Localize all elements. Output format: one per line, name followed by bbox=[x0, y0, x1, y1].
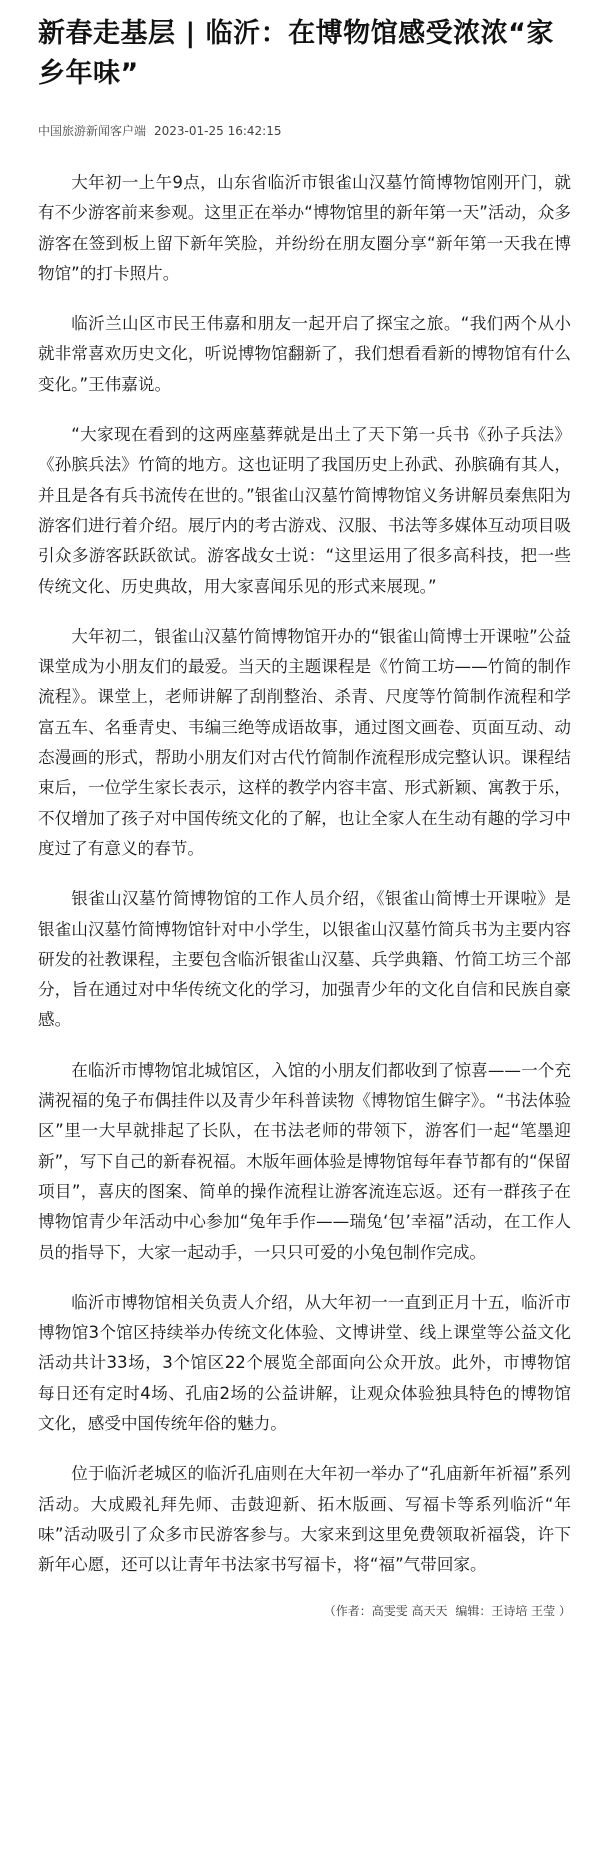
article-paragraph: 临沂市博物馆相关负责人介绍，从大年初一一直到正月十五，临沂市博物馆3个馆区持续举办传统文化体验、文博讲堂、线上课堂等公益文化活动共计33场，3个馆区22个展览全部面向公众开放。此外，市博物馆每日还有定时4场、孔庙2场的公益讲解，让观众体验独具特色的博物馆文化，感受中国传统年俗的魅力。 bbox=[38, 1292, 571, 1433]
article-paragraph: 银雀山汉墓竹简博物馆的工作人员介绍，《银雀山简博士开课啦》是银雀山汉墓竹简博物馆针对中小学生，以银雀山汉墓竹简兵书为主要内容研发的社教课程，主要包含临沂银雀山汉墓、兵学典籍、竹简工坊三个部分，旨在通过对中华传统文化的学习，加强青少年的文化自信和民族自豪感。 bbox=[38, 889, 571, 1030]
article-paragraph: 在临沂市博物馆北城馆区，入馆的小朋友们都收到了惊喜——一个充满祝福的兔子布偶挂件以及青少年科普读物《博物馆生僻字》。“书法体验区”里一大早就排起了长队，在书法老师的带领下，游客们一起“笔墨迎新”，写下自己的新春祝福。木版年画体验是博物馆每年春节都有的“保留项目”，喜庆的图案、简单的操作流程让游客流连忘返。还有一群孩子在博物馆青少年活动中心参加“兔年手作——瑞兔‘包’幸福”活动，在工作人员的指导下，大家一起动手，一只只可爱的小兔包制作完成。 bbox=[38, 1060, 571, 1262]
article-datetime: 2023-01-25 16:42:15 bbox=[154, 124, 282, 138]
credit-editors: 编辑：王诗培 王莹 ） bbox=[455, 1604, 571, 1619]
article-source: 中国旅游新闻客户端 bbox=[38, 124, 147, 138]
article-meta bbox=[38, 122, 571, 140]
credit-authors: （作者：高雯雯 高天天 bbox=[323, 1604, 448, 1619]
article-paragraph: 大年初二，银雀山汉墓竹简博物馆开办的“银雀山简博士开课啦”公益课堂成为小朋友们的最爱。当天的主题课程是《竹简工坊——竹简的制作流程》。课堂上，老师讲解了刮削整治、杀青、尺度等竹简制作流程和学富五车、名垂青史、韦编三绝等成语故事，通过图文画卷、页面互动、动态漫画的形式，帮助小朋友们对古代竹简制作流程形成完整认识。课程结束后，一位学生家长表示，这样的教学内容丰富、形式新颖、寓教于乐，不仅增加了孩子对中国传统文化的了解，也让全家人在生动有趣的学习中度过了有意义的春节。 bbox=[38, 626, 571, 858]
article-title: 新春走基层 | 临沂：在博物馆感受浓浓“家乡年味” bbox=[38, 18, 554, 89]
article-body bbox=[38, 168, 571, 1580]
article-paragraph: 位于临沂老城区的临沂孔庙则在大年初一举办了“孔庙新年祈福”系列活动。大成殿礼拜先师、击鼓迎新、拓木版画、写福卡等系列临沂“年味”活动吸引了众多市民游客参与。大家来到这里免费领取祈福袋，许下新年心愿，还可以让青年书法家书写福卡，将“福”气带回家。 bbox=[38, 1464, 571, 1575]
article-paragraph: 大年初一上午9点，山东省临沂市银雀山汉墓竹简博物馆刚开门，就有不少游客前来参观。这里正在举办“博物馆里的新年第一天”活动，众多游客在签到板上留下新年笑脸，并纷纷在朋友圈分享“新年第一天我在博物馆”的打卡照片。 bbox=[38, 173, 571, 283]
article-credit bbox=[38, 1602, 571, 1620]
article-paragraph: 临沂兰山区市民王伟嘉和朋友一起开启了探宝之旅。“我们两个从小就非常喜欢历史文化，听说博物馆翻新了，我们想看看新的博物馆有什么变化。”王伟嘉说。 bbox=[38, 314, 571, 394]
article-paragraph: “大家现在看到的这两座墓葬就是出土了天下第一兵书《孙子兵法》《孙膑兵法》竹简的地方。这也证明了我国历史上孙武、孙膑确有其人，并且是各有兵书流传在世的。”银雀山汉墓竹简博物馆义务讲解员秦焦阳为游客们进行着介绍。展厅内的考古游戏、汉服、书法等多媒体互动项目吸引众多游客跃跃欲试。游客战女士说：“这里运用了很多高科技，把一些传统文化、历史典故，用大家喜闻乐见的形式来展现。” bbox=[38, 425, 571, 596]
